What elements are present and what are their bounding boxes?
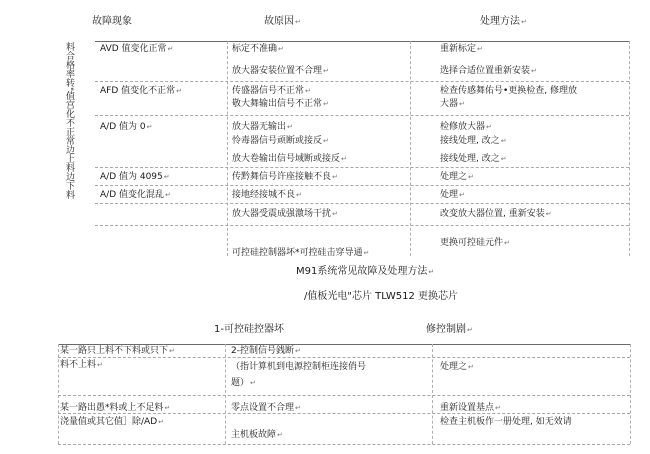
table1-cause: 传黔舞信号许座接触不良 ↵ xyxy=(232,172,338,183)
table1-top-border xyxy=(95,41,629,42)
table1-symptom: AVD 值变化正常 ↵ xyxy=(100,44,173,55)
table2-cause: 题） ↵ xyxy=(231,378,256,389)
table2-header-left: 1-可控硅控器坏 xyxy=(214,324,284,335)
table1-fix: 处理之 ↵ xyxy=(440,172,474,183)
table2-symptom: 某一路只上料不下料或只下 ↵ xyxy=(60,346,175,357)
table1-fix: 选择合适位置重新安装 ↵ xyxy=(440,66,537,77)
table1-cause: 放大卷输出信号域断或接反 ↵ xyxy=(232,154,347,165)
table1-column-divider xyxy=(629,41,630,256)
table1-cause: 怜毒器信号顽断或接反 ↵ xyxy=(232,136,329,147)
table2-row-divider xyxy=(58,395,630,396)
table1-cause: 放大器受震成强激场干扰 ↵ xyxy=(232,209,338,220)
table1-fix: 大器 ↵ xyxy=(440,99,465,110)
table1-header-cause: 故原因 ↵ xyxy=(264,16,301,28)
table2-cause: 零点设置不合理 ↵ xyxy=(231,403,301,414)
table1-row-divider xyxy=(95,203,629,204)
table2-row-divider xyxy=(58,357,630,358)
table1-row-divider xyxy=(95,81,629,82)
table1-fix: 重新标定 ↵ xyxy=(440,44,483,55)
table2-header-right: 修控制剧 ↵ xyxy=(426,324,473,336)
table2-cause: （指计算机到电源控制柜连接俏号 xyxy=(231,362,367,372)
table1-row-divider xyxy=(95,167,629,168)
table2-cause: 2-控制信号銭断 ↵ xyxy=(231,346,301,357)
table1-symptom: AFD 值变化不正常 ↵ xyxy=(100,86,182,97)
table1-column-divider xyxy=(227,41,228,256)
caption-title: M91系统常见故障及处理方法 ↵ xyxy=(296,266,434,278)
table2-column-divider xyxy=(225,344,226,444)
table1-header-symptom: 故障现象 xyxy=(92,16,132,27)
table1-fix: 接线处理, 改之 ↵ xyxy=(440,136,507,147)
table1-fix: 检修放大器 ↵ xyxy=(440,122,492,133)
table1-fix: 更换可控硅元件 ↵ xyxy=(440,238,510,249)
table2-bottom-border xyxy=(58,444,630,445)
table1-symptom: A/D 值变化混乱 ↵ xyxy=(100,190,171,201)
table1-symptom: A/D 值为 4095 ↵ xyxy=(100,172,170,183)
table2-symptom: 某一路出愚*料或上不足料 ↵ xyxy=(60,403,170,414)
table1-symptom: A/D 值为 0 ↵ xyxy=(100,122,152,133)
table2-row-divider xyxy=(58,413,630,414)
table1-row-divider xyxy=(95,115,629,116)
table1-row-divider xyxy=(95,225,629,226)
table1-fix: 处理 ↵ xyxy=(440,190,465,201)
table1-column-divider xyxy=(410,41,411,256)
caption-subtitle: /值板光电"芯片 TLW512 更换芯片 xyxy=(304,291,459,302)
table2-cause: 主机板故障 ↵ xyxy=(231,430,283,441)
table2-symptom: 料不上料 ↵ xyxy=(60,360,103,371)
table2-fix: 处理之 ↵ xyxy=(440,362,474,373)
table1-cause: 可控硅控制器坏*可控硅击穿导通 ↵ xyxy=(232,248,369,259)
table1-cause: 接地经接城不良 ↵ xyxy=(232,190,302,201)
table1-fix: 接线处理, 改之 ↵ xyxy=(440,154,507,165)
table1-fix: 改变放大器位置, 重新安装 ↵ xyxy=(440,209,552,220)
table1-cause: 放大器安装位置不合理 ↵ xyxy=(232,66,329,77)
table1-cause: 标定不准确 ↵ xyxy=(232,44,284,55)
table2-fix: 重新设置基点 ↵ xyxy=(440,403,501,414)
table1-header-fix: 处理方法 ↵ xyxy=(480,16,527,28)
table1-cause: 传盛器信号不正常 ↵ xyxy=(232,86,311,97)
table2-column-divider xyxy=(432,344,433,444)
table2-top-border xyxy=(58,344,630,345)
table1-fix: 检查传感舞佑号•更换检查, 修理放 xyxy=(440,86,578,96)
table1-cause: 敬大舞输出信号不正常 ↵ xyxy=(232,99,329,110)
table2-column-divider xyxy=(630,344,631,444)
table2-symptom: 浇量值或其它值］除/AD ↵ xyxy=(60,417,164,428)
table1-row-divider xyxy=(95,185,629,186)
table1-cause: 放大器无输出 ↵ xyxy=(232,122,293,133)
table2-column-divider xyxy=(58,344,59,444)
table2-fix: 检查主机板作一册处理, 如无效请 xyxy=(440,417,572,427)
table1-side-label: 料合格率转"值宫化不正常边上料边下料 xyxy=(64,42,74,200)
